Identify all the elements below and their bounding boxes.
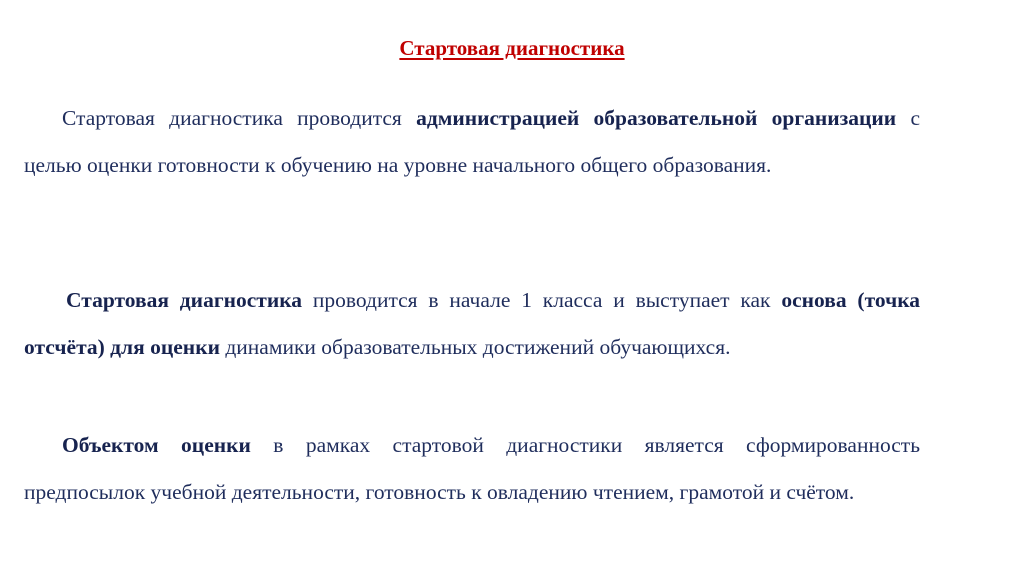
bold-segment: основа (точка отсчёта) для оценки bbox=[24, 288, 921, 359]
bold-segment: администрацией образовательной организации bbox=[416, 106, 897, 130]
bold-segment: Стартовая диагностика bbox=[66, 288, 303, 312]
text-segment: с целью оценки готовности к обучению на уровне начального общего образования. bbox=[24, 106, 920, 177]
paragraph-purpose bbox=[24, 95, 920, 189]
paragraph-timing bbox=[24, 277, 920, 371]
slide-title: Стартовая диагностика bbox=[399, 36, 625, 60]
paragraph-object bbox=[24, 422, 920, 516]
text-segment: в рамках стартовой диагностики является сформированность предпосылок учебной деятельности, готовность к овладению чтением, грамотой и счётом. bbox=[24, 433, 920, 504]
text-segment: проводится в начале 1 класса и выступает как bbox=[302, 288, 782, 312]
text-segment: Стартовая диагностика проводится bbox=[62, 106, 417, 130]
text-segment: динамики образовательных достижений обучающихся. bbox=[219, 335, 731, 359]
bold-segment: Объектом оценки bbox=[62, 433, 251, 457]
